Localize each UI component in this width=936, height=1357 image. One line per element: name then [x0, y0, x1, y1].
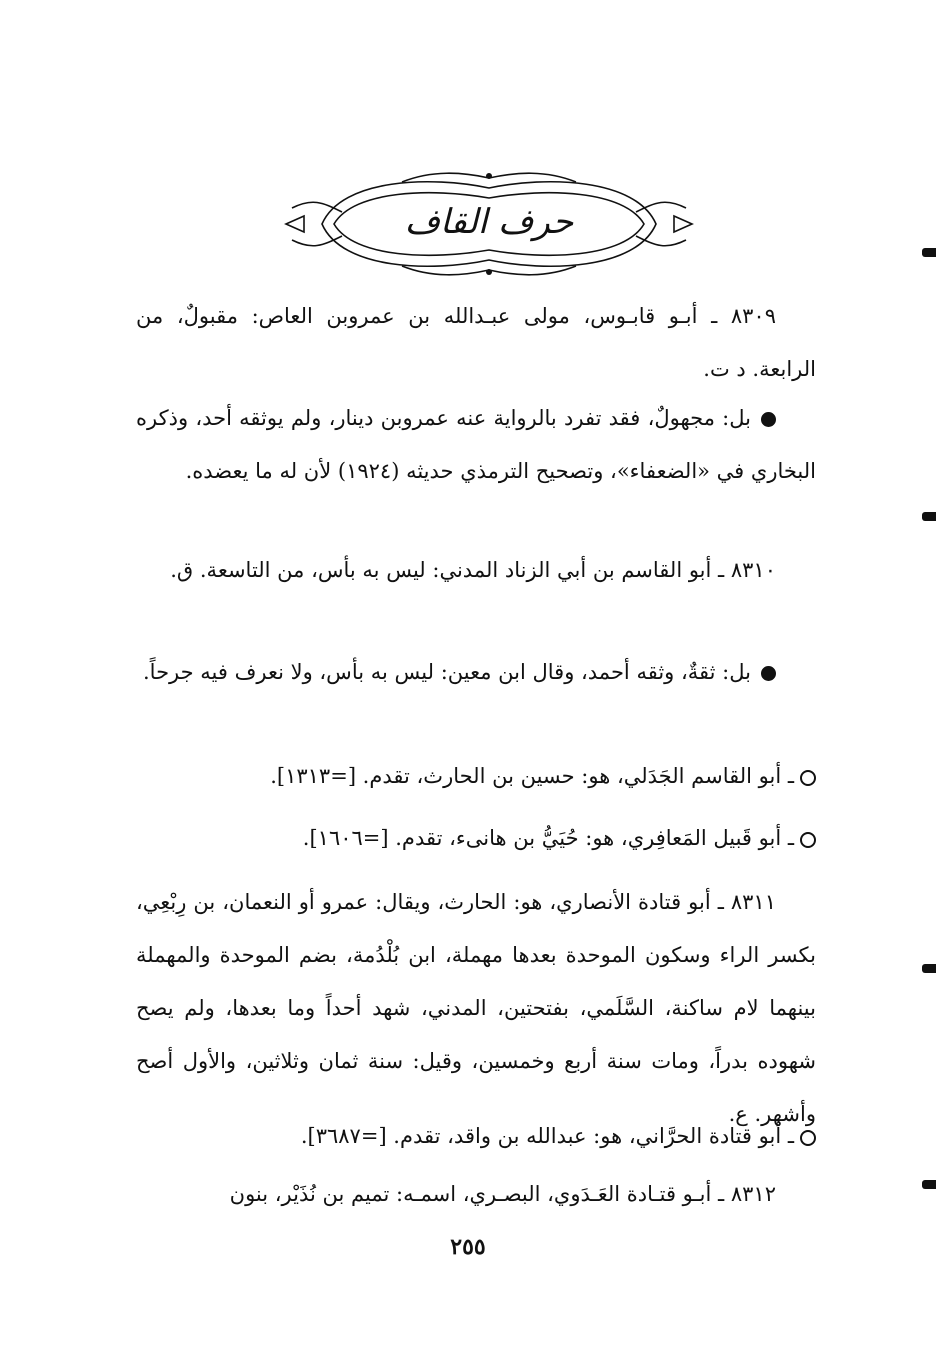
- entry-8310: ٨٣١٠ ـ أبو القاسم بن أبي الزناد المدني: ليس به بأس، من التاسعة. ق.: [170, 558, 776, 582]
- cross-reference: [301, 1116, 816, 1156]
- bullet-icon: [761, 412, 776, 427]
- cross-reference-text: ـ أبو القاسم الجَدَلي، هو: حسين بن الحارث، تقدم. [=١٣١٣].: [270, 764, 794, 788]
- chapter-title: حرف القاف: [404, 202, 574, 242]
- circle-icon: [800, 832, 816, 848]
- page-number: ٢٥٥: [450, 1234, 486, 1260]
- entry-comment-8310: [136, 646, 816, 699]
- cross-reference: [270, 756, 816, 796]
- edge-mark: [922, 964, 936, 973]
- entry-comment-text: بل: مجهولٌ، فقد تفرد بالرواية عنه عمروبن دينار، ولم يوثقه أحد، وذكره البخاري في «الضعفاء»، وتصحيح الترمذي حديثه (١٩٢٤) لأن له ما يعضده.: [136, 406, 816, 483]
- bullet-icon: [761, 666, 776, 681]
- cross-reference-text: ـ أبو قتادة الحرَّاني، هو: عبدالله بن واقد، تقدم. [=٣٦٨٧].: [300, 1124, 794, 1148]
- entry-8309: ٨٣٠٩ ـ أبـو قابـوس، مولى عبـدالله بن عمروبن العاص: مقبولٌ، من الرابعة. د ت.: [136, 304, 816, 381]
- entry-comment-text: بل: ثقةٌ، وثقه أحمد، وقال ابن معين: ليس به بأس، ولا نعرف فيه جرحاً.: [143, 660, 751, 684]
- edge-mark: [922, 512, 936, 521]
- circle-icon: [800, 1130, 816, 1146]
- entry-8311: ٨٣١١ ـ أبو قتادة الأنصاري، هو: الحارث، ويقال: عمرو أو النعمان، بن رِبْعِي، بكسر الراء وسكون الموحدة بعدها مهملة، ابن بُلْدُمة، بضم الموحدة والمهملة بينهما لام ساكنة، السَّلَمي، بفتحتين، المدني، شهد أحداً وما بعدها، ولم يصح شهوده بدراً، ومات سنة أربع وخمسين، وقيل: سنة ثمان وثلاثين، والأول أصح وأشهر. ع.: [136, 890, 816, 1126]
- entry-comment-8309: [136, 392, 816, 498]
- edge-mark: [922, 248, 936, 257]
- cross-reference-text: ـ أبو قَبيل المَعافِري، هو: حُيَيُّ بن هانىء، تقدم. [=١٦٠٦].: [302, 826, 794, 850]
- entry-8312: ٨٣١٢ ـ أبـو قتـادة العَـدَوي، البصـري، اسمـه: تميم بن نُذَيْر، بنون: [229, 1182, 776, 1206]
- edge-mark: [922, 1180, 936, 1189]
- cross-reference: [303, 818, 816, 858]
- circle-icon: [800, 770, 816, 786]
